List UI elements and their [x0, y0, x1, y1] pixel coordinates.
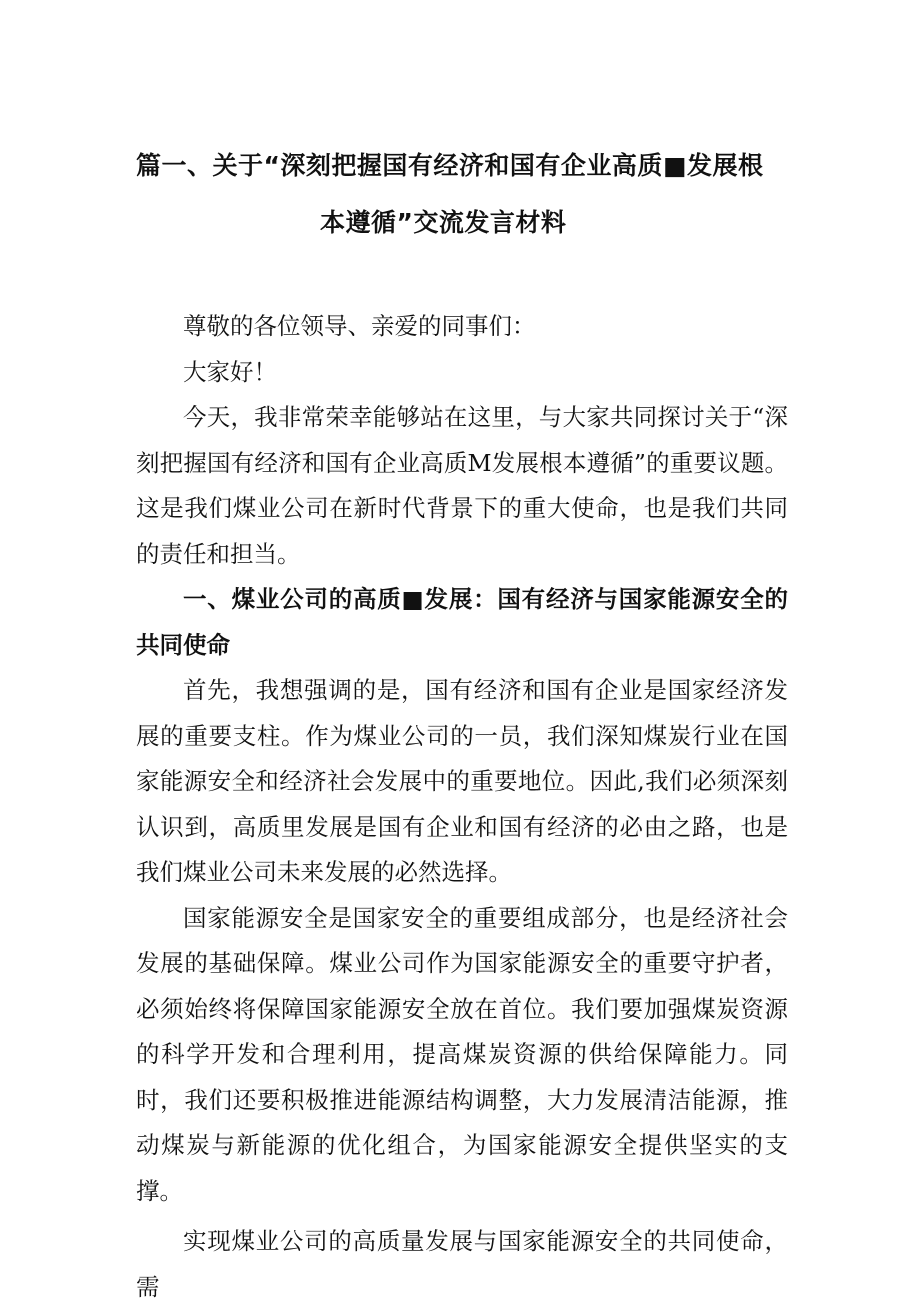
body-paragraph: 国家能源安全是国家安全的重要组成部分，也是经济社会发展的基础保障。煤业公司作为国家能源安全的重要守护者，必须始终将保障国家能源安全放在首位。我们要加强煤炭资源的科学开发和合理利用，提高煤炭资源的供给保障能力。同时，我们还要积极推进能源结构调整，大力发展清洁能源，推动煤炭与新能源的优化组合，为国家能源安全提供坚实的支撑。 [136, 903, 788, 1205]
document-title-line-1: 篇一、关于“深刻把握国有经济和国有企业高质■发展根 [136, 151, 764, 180]
document-title-line-2: 本遵循”交流发言材料 [320, 208, 567, 237]
document-body [136, 304, 788, 1310]
intro-paragraph: 今天，我非常荣幸能够站在这里，与大家共同探讨关于“深刻把握国有经济和国有企业高质M发展根本遵循”的重要议题。这是我们煤业公司在新时代背景下的重大使命，也是我们共同的责任和担当。 [136, 403, 788, 568]
section-heading: 一、煤业公司的高质■发展：国有经济与国家能源安全的共同使命 [136, 585, 788, 659]
greeting-paragraph: 大家好！ [183, 357, 277, 386]
body-paragraph: 首先，我想强调的是，国有经济和国有企业是国家经济发展的重要支柱。作为煤业公司的一员，我们深知煤炭行业在国家能源安全和经济社会发展中的重要地位。因此,我们必须深刻认识到，高质里发展是国有企业和国有经济的必由之路，也是我们煤业公司未来发展的必然选择。 [136, 676, 788, 886]
salutation-paragraph: 尊敬的各位领导、亲爱的同事们： [183, 312, 536, 340]
body-paragraph: 实现煤业公司的高质量发展与国家能源安全的共同使命，需 [136, 1227, 788, 1301]
